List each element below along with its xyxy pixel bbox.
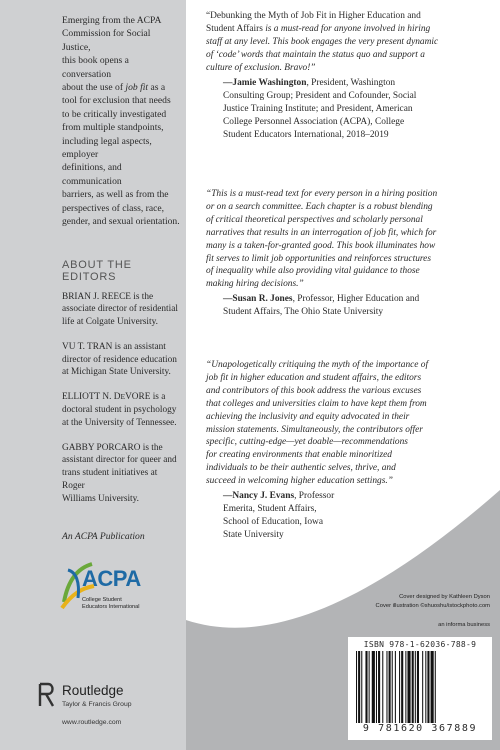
book-summary bbox=[62, 14, 180, 229]
publisher-url[interactable]: www.routledge.com bbox=[62, 719, 122, 726]
isbn-text: ISBN 978-1-62036-788-9 bbox=[363, 640, 477, 649]
publisher-name: Routledge bbox=[62, 683, 124, 698]
summary-line: this book opens a conversation bbox=[62, 55, 129, 80]
about-editors-heading: ABOUT THE EDITORS bbox=[62, 258, 132, 283]
cover-illustration-credit: Cover illustration ©shuoshu/istockphoto.com bbox=[375, 603, 490, 609]
summary-line: definitions, and communication bbox=[62, 162, 122, 187]
attribution-jones: —Susan R. Jones, Professor, Higher Education and Student Affairs, The Ohio State University bbox=[223, 294, 420, 317]
attribution-evans: —Nancy J. Evans, Professor Emerita, Student Affairs, School of Education, Iowa State University bbox=[223, 491, 335, 540]
quote-jones: “This is a must-read text for every person in a hiring position or on a search committee. Each chapter is a robust blending of critical theoretical perspectives and scholarly personal narratives that results in an interrogation of job fit, which for many is a taken-for-granted good. This book illuminates how fit serves to limit job opportunities and reinforces structures of inequality while also providing vital guidance to those making hiring decisions.” bbox=[206, 189, 438, 290]
barcode-icon bbox=[354, 651, 486, 723]
summary-line: about the use of job fit as a bbox=[62, 82, 166, 94]
attribution-washington: —Jamie Washington, President, Washington Consulting Group; President and Cofounder, Social Justice Training Institute; and President, American College Personnel Association (ACPA), College Student Educators International, 2018–2019 bbox=[223, 78, 417, 140]
editor-bio: VU T. TRAN is an assistant director of residence education at Michigan State University. bbox=[62, 341, 177, 378]
acpa-tagline bbox=[82, 597, 140, 611]
editor-bio: ELLIOTT N. DEVORE is a doctoral student in psychology at the University of Tennessee. bbox=[62, 392, 177, 428]
publisher-subtitle: Taylor & Francis Group bbox=[62, 701, 132, 708]
summary-line: to be critically investigated bbox=[62, 108, 167, 120]
editor-bio: GABBY PORCARO is the assistant director for queer and trans student initiatives at Roger Williams University. bbox=[62, 442, 177, 504]
acpa-tagline-line: Educators International bbox=[82, 604, 140, 610]
summary-line: perspectives of class, race, bbox=[62, 202, 165, 214]
left-panel bbox=[0, 0, 186, 750]
acpa-tagline-line: College Student bbox=[82, 597, 122, 603]
summary-line: Emerging from the ACPA bbox=[62, 15, 162, 26]
routledge-logo-icon bbox=[38, 682, 56, 708]
summary-line: barriers, as well as from the bbox=[62, 189, 169, 201]
barcode-digits: 9 781620 367889 bbox=[362, 723, 478, 734]
quote-washington: “Debunking the Myth of Job Fit in Higher Education and Student Affairs is a must-read for anyone involved in hiring staff at any level. This book engages the very present dynamic of ‘code’ words that maintain the status quo and support a culture of exclusion. Bravo!” bbox=[206, 11, 439, 73]
cover-credits bbox=[376, 593, 490, 611]
summary-line: tool for exclusion that needs bbox=[62, 95, 171, 107]
summary-line: from multiple standpoints, bbox=[62, 122, 164, 134]
summary-line: Commission for Social Justice, bbox=[62, 28, 151, 53]
quote-evans: “Unapologetically critiquing the myth of the importance of job fit in higher education and student affairs, the editors and contributors of this book address the various excuses that colleges and universities claim to have kept them from achieving the inclusivity and equity advocated in their mission statements. Simultaneously, the contributors offer specific, cutting-edge—yet doable—recommendations for creating environments that enable minoritized individuals to be their authentic selves, thrive, and succeed in welcoming higher education settings.” bbox=[206, 360, 429, 487]
summary-line: gender, and sexual orientation. bbox=[62, 216, 180, 228]
editors-list bbox=[62, 291, 180, 506]
summary-line: including legal aspects, employer bbox=[62, 135, 152, 161]
acpa-logo-word: ACPA bbox=[82, 566, 141, 591]
publication-note: An ACPA Publication bbox=[62, 531, 145, 542]
informa-note: an informa business bbox=[438, 622, 490, 628]
editor-bio: BRIAN J. REECE is the associate director of residential life at Colgate University. bbox=[62, 291, 178, 328]
left-panel-content bbox=[62, 14, 180, 518]
cover-design-credit: Cover designed by Kathleen Dyson bbox=[399, 594, 490, 600]
isbn-barcode bbox=[348, 637, 492, 740]
